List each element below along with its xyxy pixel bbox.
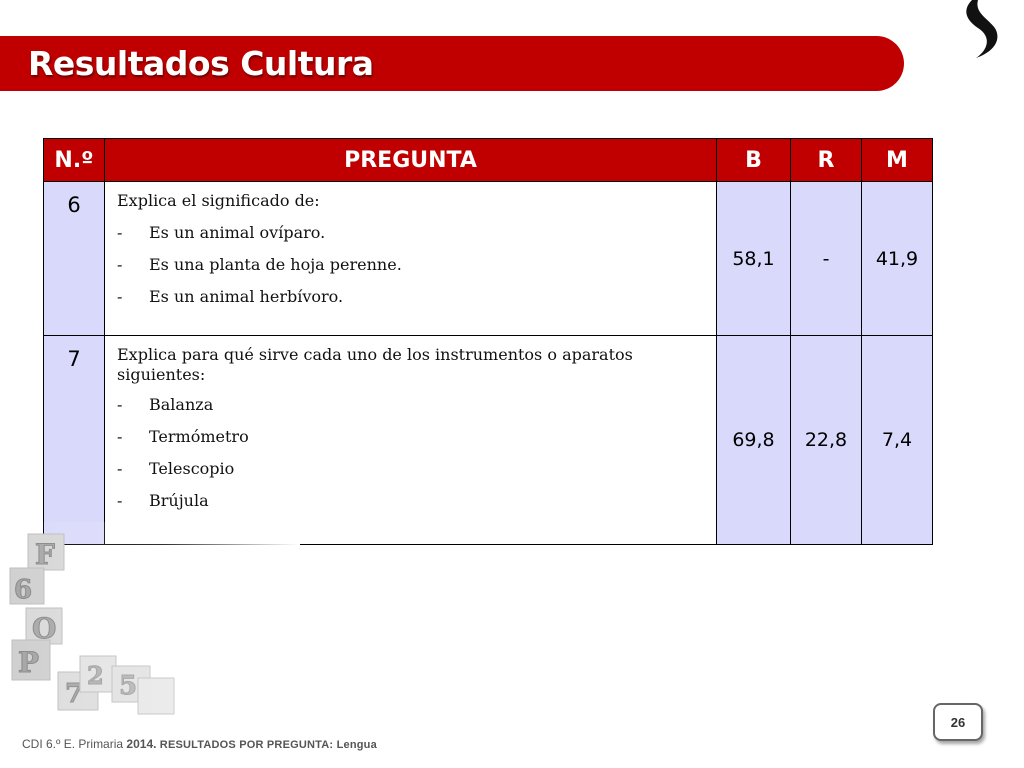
list-item-text: Es un animal herbívoro. bbox=[149, 287, 344, 306]
value-b: 69,8 bbox=[717, 336, 791, 545]
question-cell bbox=[105, 182, 717, 336]
list-item bbox=[117, 287, 708, 307]
list-item bbox=[117, 427, 708, 447]
question-cell bbox=[105, 336, 717, 545]
list-item-text: Es una planta de hoja perenne. bbox=[149, 255, 402, 274]
table-row bbox=[44, 336, 933, 545]
results-table bbox=[43, 138, 933, 545]
question-text: Explica para qué sirve cada uno de los instrumentos o aparatos siguientes: bbox=[117, 345, 633, 384]
list-item-text: Es un animal ovíparo. bbox=[149, 223, 326, 242]
dash-bullet: - bbox=[117, 459, 123, 478]
slide-title: Resultados Cultura bbox=[28, 44, 374, 83]
table-header-row bbox=[44, 139, 933, 182]
footer bbox=[22, 737, 377, 751]
dash-bullet: - bbox=[117, 287, 123, 306]
list-item bbox=[117, 223, 708, 243]
column-header-number: N.º bbox=[44, 139, 105, 182]
list-item bbox=[117, 491, 708, 511]
dash-bullet: - bbox=[117, 255, 123, 274]
footer-section: RESULTADOS POR PREGUNTA: bbox=[159, 739, 334, 751]
table-row bbox=[44, 182, 933, 336]
list-item-text: Termómetro bbox=[149, 427, 249, 446]
dash-bullet: - bbox=[117, 395, 123, 414]
list-item bbox=[117, 459, 708, 479]
question-number: 7 bbox=[44, 336, 105, 545]
footer-subject: Lengua bbox=[336, 739, 377, 751]
value-b: 58,1 bbox=[717, 182, 791, 336]
dash-bullet: - bbox=[117, 223, 123, 242]
question-number: 6 bbox=[44, 182, 105, 336]
dash-bullet: - bbox=[117, 491, 123, 510]
column-header-r: R bbox=[791, 139, 862, 182]
brand-swoosh-logo bbox=[958, 0, 1008, 62]
list-item bbox=[117, 395, 708, 415]
list-item-text: Balanza bbox=[149, 395, 214, 414]
column-header-question: PREGUNTA bbox=[105, 139, 717, 182]
column-header-m: M bbox=[862, 139, 933, 182]
footer-year: 2014. bbox=[126, 737, 157, 751]
value-m: 41,9 bbox=[862, 182, 933, 336]
list-item bbox=[117, 255, 708, 275]
list-item-text: Telescopio bbox=[149, 459, 235, 478]
value-m: 7,4 bbox=[862, 336, 933, 545]
letter-blocks-illustration bbox=[0, 522, 300, 732]
dash-bullet: - bbox=[117, 427, 123, 446]
footer-text: CDI 6.º E. Primaria bbox=[22, 737, 124, 751]
question-text: Explica el significado de: bbox=[117, 191, 320, 210]
value-r: 22,8 bbox=[791, 336, 862, 545]
column-header-b: B bbox=[717, 139, 791, 182]
list-item-text: Brújula bbox=[149, 491, 209, 510]
value-r: - bbox=[791, 182, 862, 336]
page-number-badge: 26 bbox=[933, 703, 983, 741]
